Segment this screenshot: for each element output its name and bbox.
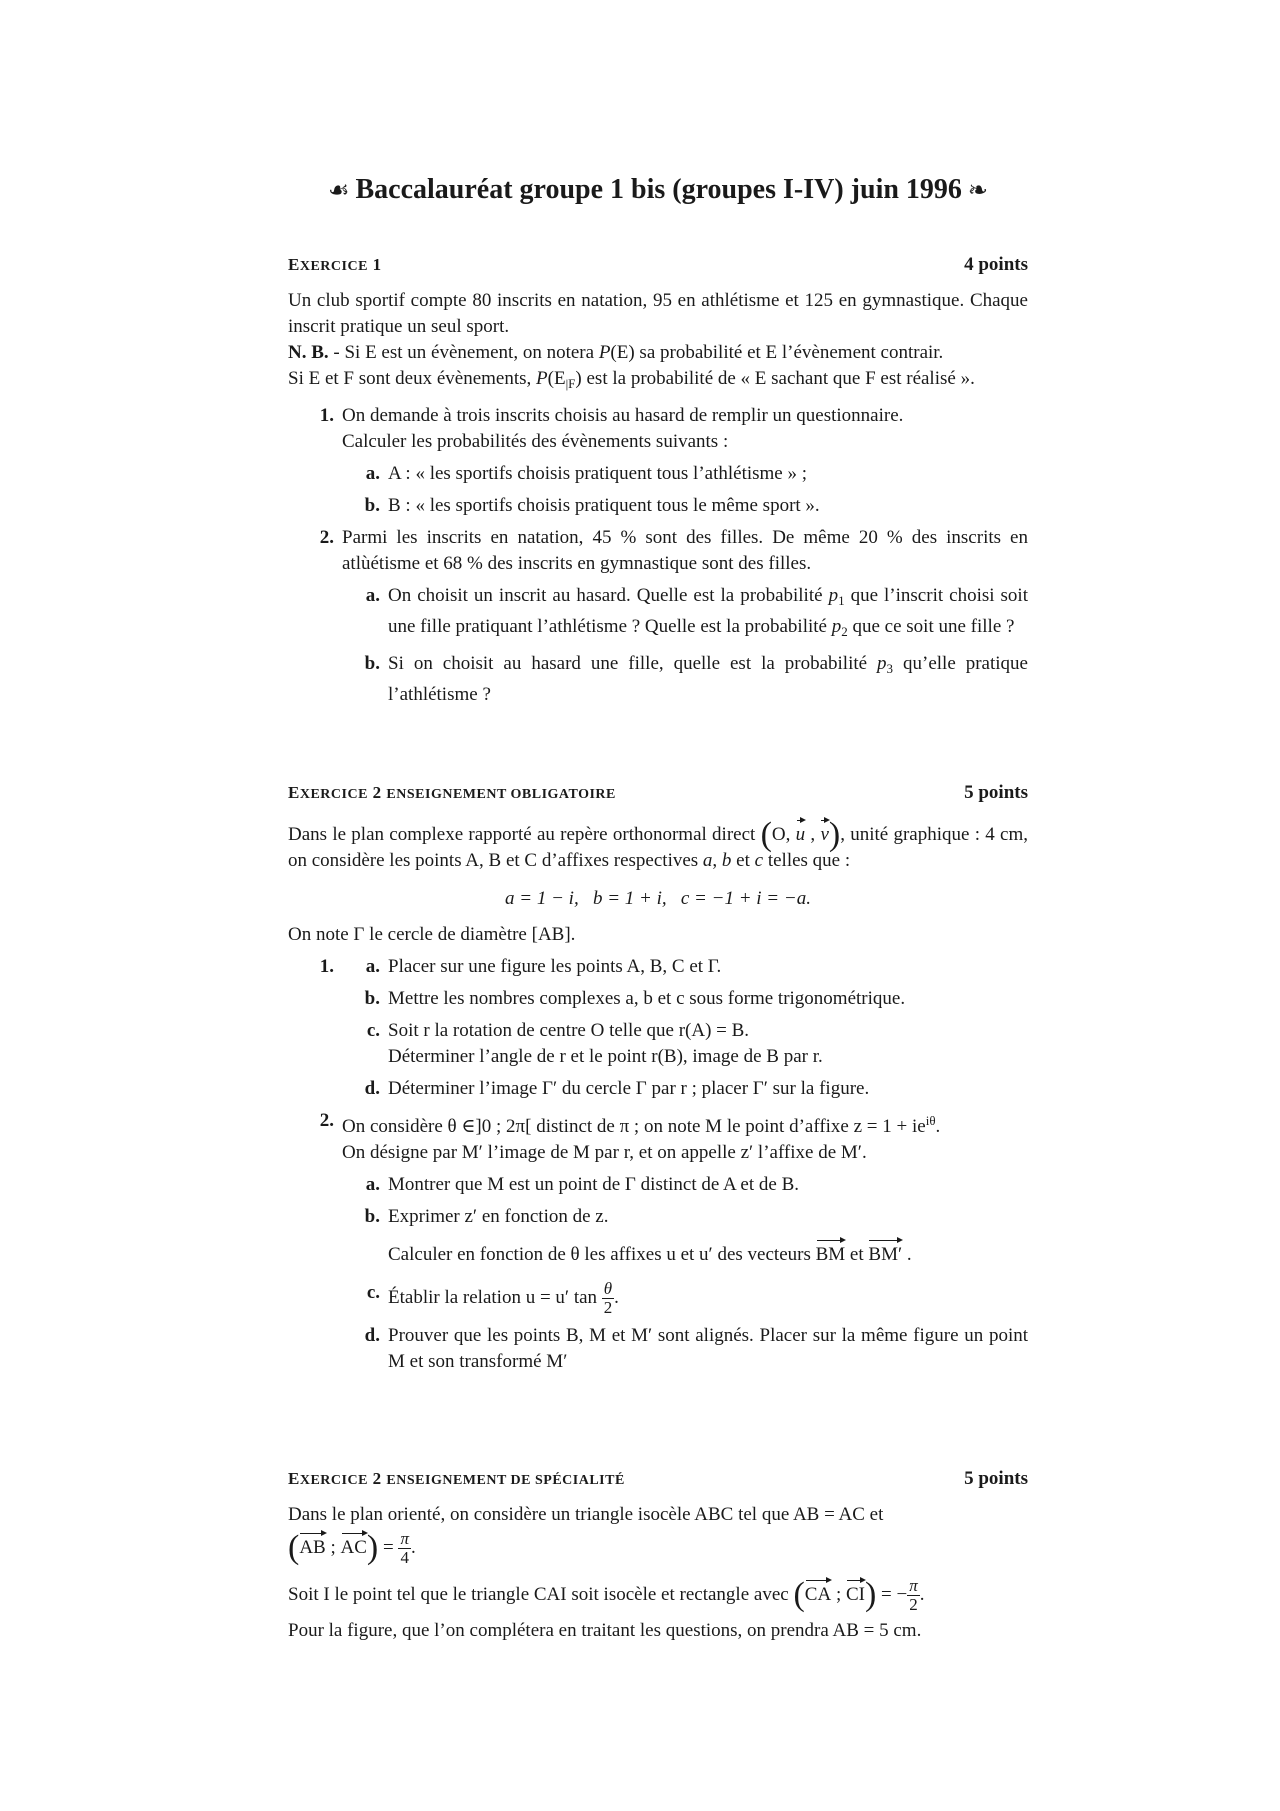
exercise-2-formula: a = 1 − i, b = 1 + i, c = −1 + i = −a. (505, 888, 811, 909)
exercise-2s-points: 5 points (964, 1468, 1028, 1489)
ex2-question-2d: d. Prouver que les points B, M et M′ sont alignés. Placer sur la même figure un point M et son transformé M′ (364, 1325, 1028, 1372)
exercise-1-intro: Un club sportif compte 80 inscrits en natation, 95 en athlétisme et 125 en gymnastique. Chaque inscrit pratique un seul sport. (288, 290, 1028, 337)
exercise-2-header (288, 780, 1028, 806)
exercise-1-nb-line2: Si E et F sont deux évènements, $P(E_{|F})$ est la probabilité de « E sachant que F est réalisé ». (288, 368, 975, 391)
ex2-question-1c: c. Soit r la rotation de centre O telle que r(A) = B. Déterminer l’angle de r et le point r(B), image de B par r. (366, 1020, 823, 1067)
ex2-question-1a: 1. a. Placer sur une figure les points A, B, C et Γ. (319, 956, 722, 977)
exercise-1 (288, 252, 1028, 708)
ex2-question-1b: b. Mettre les nombres complexes a, b et c sous forme trigonométrique. (364, 988, 906, 1009)
exercise-1-points: 4 points (964, 254, 1028, 275)
ex1-question-1b: b. B : « les sportifs choisis pratiquent tous le même sport ». (364, 495, 820, 516)
ex1-question-2: 2. Parmi les inscrits en natation, 45 % sont des filles. De même 20 % des inscrits en atlùétisme et 68 % des inscrits en gymnastique sont des filles. (319, 527, 1028, 574)
exercise-2-intro: Dans le plan complexe rapporté au repère orthonormal direct (O, u , v), unité graphique : 4 cm, on considère les points A, B et C d’affixes respectives a, b et c telles que : (288, 816, 1028, 871)
exercise-1-title: EXERCICE 1 (288, 255, 382, 274)
title-text: Baccalauréat groupe 1 bis (groupes I-IV) juin 1996 (355, 174, 962, 205)
exercise-2s-line3: Soit I le point tel que le triangle CAI soit isocèle et rectangle avec (CA ; CI) = − $\frac{\pi}{2}$ . (288, 1575, 925, 1614)
page-title (288, 172, 1028, 209)
exercise-1-header (288, 252, 1028, 278)
ex1-question-1a: a. A : « les sportifs choisis pratiquent tous l’athlétisme » ; (365, 463, 808, 484)
ornament-left-icon: ☙ (327, 178, 350, 204)
ex2-question-2c: c. Établir la relation u = u′ tan $\frac{\theta}{2}$ . (366, 1279, 619, 1317)
ex2-question-2b: b. Exprimer z′ en fonction de z. Calculer en fonction de θ les affixes u et u′ des vecteurs BM et BM′ . (288, 1204, 1028, 1268)
exercise-2-gamma: On note Γ le cercle de diamètre [AB]. (288, 924, 576, 945)
exercise-2s-line1: Dans le plan orienté, on considère un triangle isocèle ABC tel que AB = AC et (288, 1504, 884, 1525)
exercise-2 (288, 780, 1028, 1375)
ornament-right-icon: ❧ (967, 178, 989, 204)
ex2-question-2: 2. On considère θ ∈]0 ; 2π[ distinct de π ; on note M le point d’affixe $z = 1 + ie^{i\theta}$. On désigne par M′ l’image de M par r, et on appelle z′ l’affixe de M′. (319, 1110, 941, 1163)
exercise-2s-angle1: (AB ; AC) = $\frac{\pi}{4}$ . (288, 1528, 416, 1567)
ex1-question-2b: b. Si on choisit au hasard une fille, quelle est la probabilité $p_3$ qu’elle pratique l’athlétisme ? (364, 653, 1028, 705)
ex1-question-1: 1. On demande à trois inscrits choisis au hasard de remplir un questionnaire. Calculer les probabilités des évènements suivants : (319, 405, 904, 452)
exercise-2s-line4: Pour la figure, que l’on complétera en traitant les questions, on prendra AB = 5 cm. (288, 1620, 922, 1641)
ex2-question-1d: d. Déterminer l’image Γ′ du cercle Γ par r ; placer Γ′ sur la figure. (364, 1078, 870, 1099)
ex1-question-2a: a. On choisit un inscrit au hasard. Quelle est la probabilité $p_1$ que l’inscrit choisi soit une fille pratiquant l’athlétisme ? Quelle est la probabilité $p_2$ que ce soit une fille ? (365, 585, 1028, 639)
exercise-2s-title: EXERCICE 2 ENSEIGNEMENT DE SPÉCIALITÉ (288, 1469, 625, 1488)
exercise-2s-header (288, 1466, 1028, 1492)
exercise-2-title: EXERCICE 2 ENSEIGNEMENT OBLIGATOIRE (288, 783, 616, 802)
exercise-2-points: 5 points (964, 782, 1028, 803)
exercise-1-nb: N. B. - Si E est un évènement, on notera P(E) sa probabilité et E l’évènement contrair. (288, 342, 944, 363)
ex2-question-2a: a. Montrer que M est un point de Γ distinct de A et de B. (365, 1174, 799, 1195)
exercise-2-specialite (288, 1466, 1028, 1644)
